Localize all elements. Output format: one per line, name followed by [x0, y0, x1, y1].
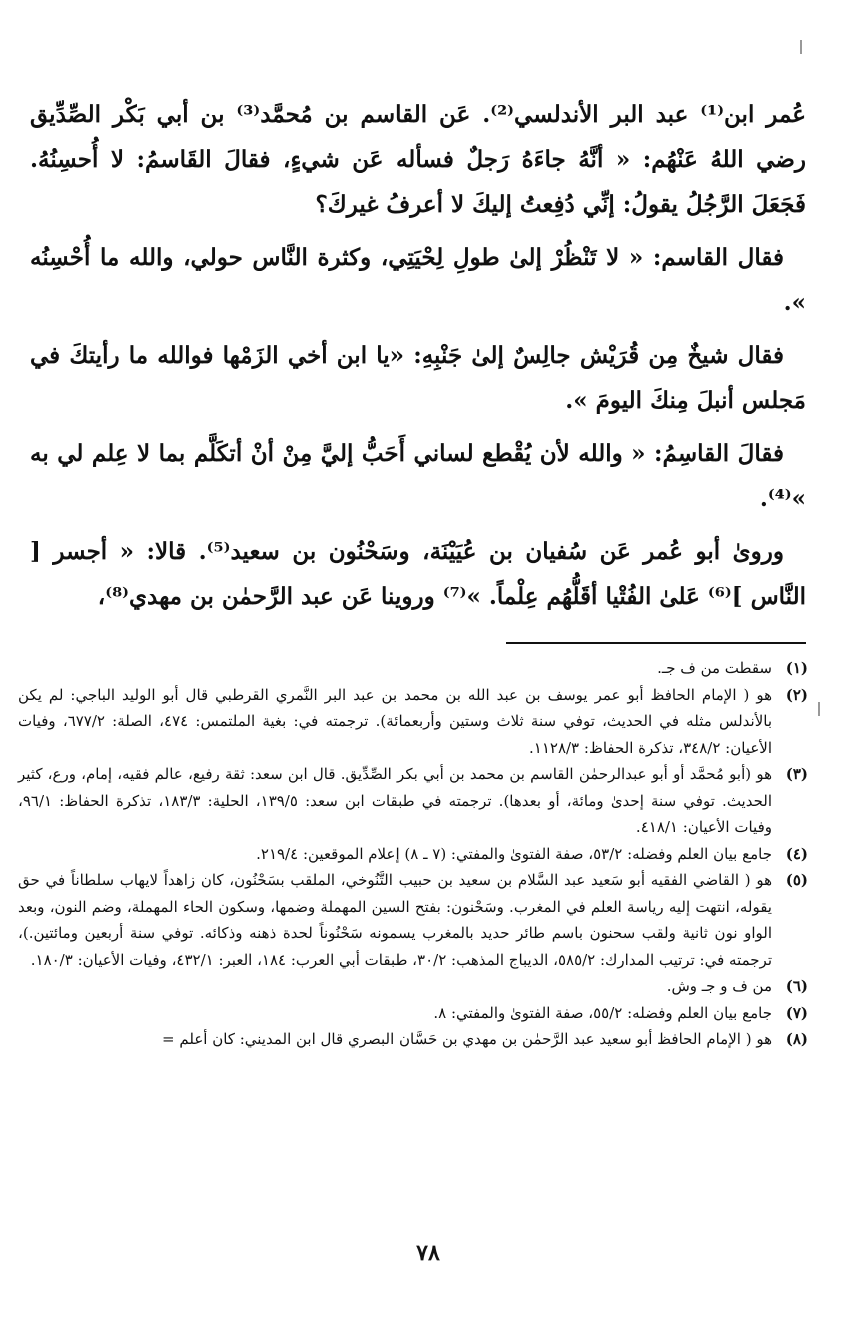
- footnote-1: [18, 655, 808, 682]
- main-text-block: [30, 92, 806, 627]
- footnote-text: هو ( الإمام الحافظ أبو عمر يوسف بن عبد الله بن محمد بن عبد البر النَّمري القرطبي قال أبو الوليد الباجي: لم يكن بالأندلس مثله في الحديث، توفي سنة ثلاث وستين وأربعمائة). ترجمته في: بغية الملتمس: ٤٧٤، الصلة: ٦٧٧/٢، وفيات الأعيان: ٣٤٨/٢، تذكرة الحفاظ: ١١٢٨/٣.: [18, 685, 773, 757]
- scan-speck: [818, 702, 820, 716]
- footnote-number: (٦): [785, 977, 808, 995]
- footnote-divider: [506, 642, 806, 644]
- footnote-number: (٧): [785, 1003, 808, 1022]
- scan-speck: [800, 40, 802, 54]
- paragraph-3: فقال شيخٌ مِن قُرَيْش جالِسٌ إلىٰ جَنْبِهِ: «يا ابن أخي الزَمْها فوالله ما رأيتكَ في مَجلس أنبلَ مِنكَ اليومَ ».: [30, 342, 806, 414]
- footnote-number: (٨): [785, 1030, 808, 1048]
- footnote-text: هو ( الإمام الحافظ أبو سعيد عبد الرَّحمٰن بن مهدي بن حَسَّان البصري قال ابن المديني: كان أعلم =: [162, 1030, 772, 1048]
- paragraph-1: عُمر ابن⁽¹⁾ عبد البر الأندلسي⁽²⁾. عَن القاسم بن مُحمَّد⁽³⁾ بن أبي بَكْر الصِّدِّيق رضي اللهُ عَنْهُم: « أنَّهُ جاءَهُ رَجلٌ فسأله عَن شيءٍ، فقالَ القَاسمُ: لا أُحسِنُهُ. فَجَعَلَ الرَّجُلُ يقولُ: إنِّي دُفِعتُ إليكَ لا أعرفُ غيركَ؟: [30, 101, 806, 218]
- footnote-number: (٢): [785, 685, 808, 704]
- footnote-4: [18, 841, 808, 868]
- footnote-5: [18, 867, 808, 973]
- footnote-number: (٤): [785, 844, 808, 863]
- paragraph-5: وروىٰ أبو عُمر عَن سُفيان بن عُيَيْنَة، وسَحْنُون بن سعيد⁽⁵⁾. قالا: « أجسر [ النَّاس ]⁽⁶⁾ عَلىٰ الفُتْيا أقَلُّهُم عِلْماً. »⁽⁷⁾ وروينا عَن عبد الرَّحمٰن بن مهدي⁽⁸⁾،: [30, 538, 806, 610]
- footnote-text: من ف و جـ وش.: [666, 977, 772, 995]
- footnotes-section: [18, 655, 808, 1053]
- footnote-number: (٣): [785, 765, 808, 783]
- footnote-number: (١): [785, 659, 808, 677]
- paragraph-4: فقالَ القاسِمُ: « والله لأن يُقْطع لساني أَحَبُّ إليَّ مِنْ أنْ أتكَلَّم بما لا عِلم لي به »⁽⁴⁾.: [30, 440, 806, 512]
- footnote-2: [18, 682, 808, 762]
- footnote-6: [18, 973, 808, 1000]
- page-number: ٧٨: [416, 1240, 440, 1266]
- paragraph-2: فقال القاسم: « لا تَنْظُرْ إلىٰ طولِ لِحْيَتِي، وكثرة النَّاس حولي، والله ما أُحْسِنُه ».: [30, 244, 806, 316]
- footnote-number: (٥): [785, 871, 808, 889]
- footnote-text: جامع بيان العلم وفضله: ٥٣/٢، صفة الفتوىٰ والمفتي: (٧ ـ ٨) إعلام الموقعين: ٢١٩/٤.: [256, 844, 772, 863]
- footnote-text: جامع بيان العلم وفضله: ٥٥/٢، صفة الفتوىٰ والمفتي: ٨.: [433, 1003, 772, 1022]
- footnote-3: [18, 761, 808, 841]
- footnote-8: [18, 1026, 808, 1053]
- footnote-text: هو ( القاضي الفقيه أبو سَعيد عبد السَّلام بن سعيد بن حبيب التَّنُوخي، الملقب بسَحْنُون، كان زاهداً لايهاب سلطاناً في حق يقوله، انتهت إليه رياسة العلم في المغرب. وسَحْنون: بفتح السين المهملة وضمها، وسكون الحاء المهملة، وضم النون، وبعد الواو نون ثانية ولقب سحنون باسم طائر حديد بالمغرب يسمونه سَحْنُوناً لحدة ذهنه وذكائه. توفي سنة أربعين ومائتين.)، ترجمته في: ترتيب المدارك: ٥٨٥/٢، الديباج المذهب: ٣٠/٢، طبقات أبي العرب: ١٨٤، العبر: ٤٣٢/١، وفيات الأعيان: ١٨٠/٣.: [18, 871, 772, 969]
- footnote-text: سقطت من ف جـ.: [657, 659, 772, 677]
- footnote-7: [18, 1000, 808, 1027]
- footnote-text: هو (أبو مُحمَّد أو أبو عبدالرحمٰن القاسم بن محمد بن أبي بكر الصِّدِّيق. قال ابن سعد: ثقة رفيع، عالم فقيه، إمام، ورع، كثير الحديث. توفي سنة إحدىٰ ومائة، أو بعدها). ترجمته في طبقات ابن سعد: ١٣٩/٥، الحلية: ١٨٣/٣، تذكرة الحفاظ: ٩٦/١، وفيات الأعيان: ٤١٨/١.: [18, 765, 773, 836]
